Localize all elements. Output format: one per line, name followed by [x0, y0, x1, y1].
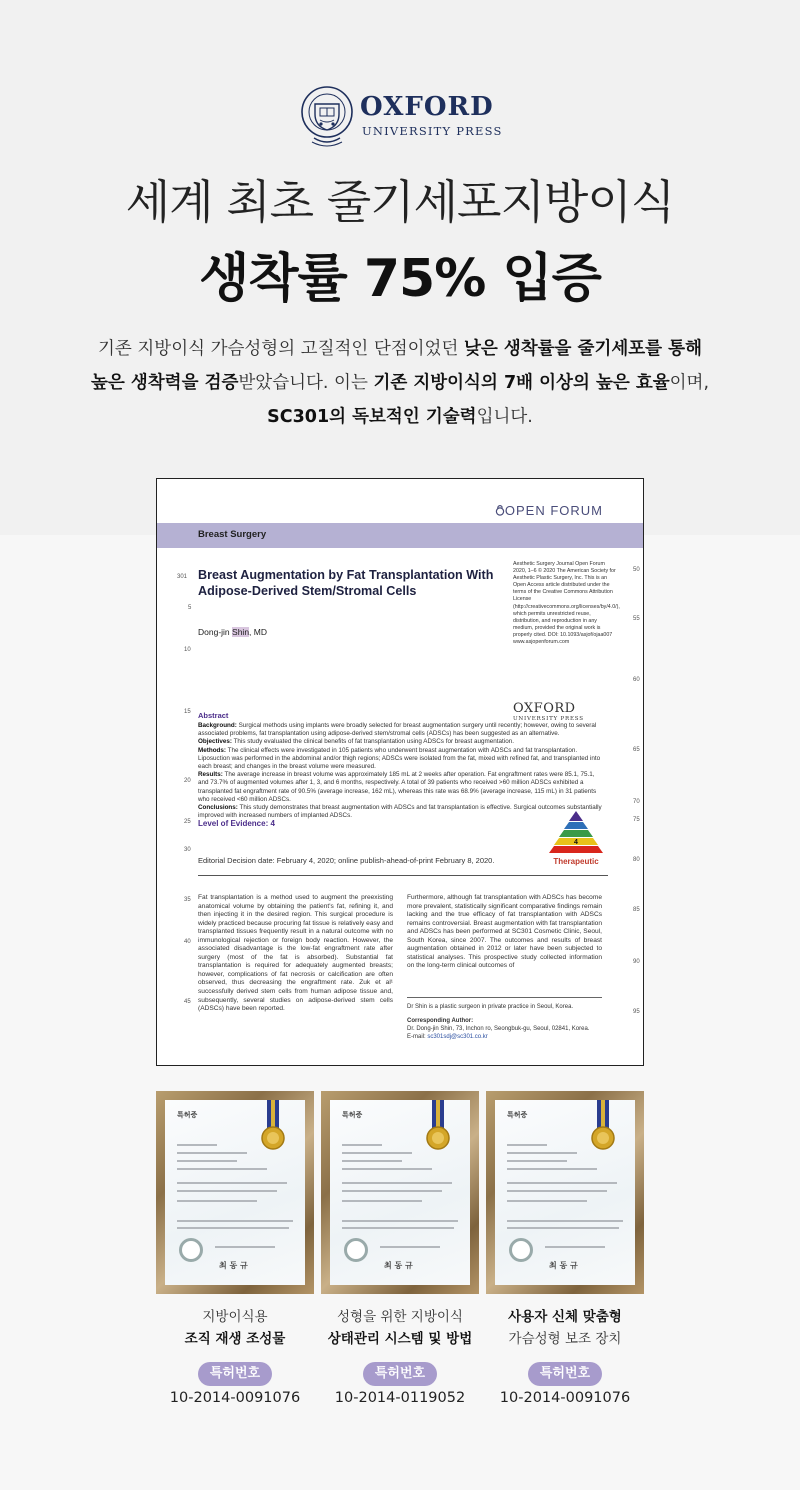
certificate-paper: [495, 1100, 635, 1285]
line-number: 50: [633, 567, 640, 573]
intro-emphasis: 기존 지방이식의 7배 이상의 높은 효율: [373, 373, 670, 393]
line-number: 10: [184, 647, 191, 653]
oxford-logo-name: OXFORD: [360, 92, 494, 122]
seal-stamp-icon: [179, 1238, 203, 1262]
section-label: Breast Surgery: [198, 529, 267, 540]
line-number: 65: [633, 747, 640, 753]
line-number: 75: [633, 817, 640, 823]
line-number: 5: [188, 605, 192, 611]
pyramid-number: 4: [574, 839, 578, 846]
abstract-section: [198, 738, 603, 746]
abstract-label: Objectives:: [198, 738, 232, 746]
oxford-logo: [300, 82, 510, 148]
line-number: 45: [184, 999, 191, 1005]
abstract-text: Surgical methods using implants were broadly selected for breast augmentation surgery until recently; however, owing to several associated problems, fat transplantation using adipose-derived stem/stromal cells (ADSCs) has been suggested as an alternative.: [198, 722, 597, 738]
label-line: 가슴성형 보조 장치: [508, 1331, 622, 1347]
certificate-signature: 최 동 규: [384, 1261, 413, 1270]
open-forum-logo: [495, 503, 603, 518]
line-number: 70: [633, 799, 640, 805]
line-number: 90: [633, 959, 640, 965]
email-link: sc301sdj@sc301.co.kr: [427, 1034, 488, 1040]
intro-text: 입니다.: [476, 407, 533, 427]
author-suffix: , MD: [249, 627, 267, 637]
intro-text: 이며,: [669, 373, 710, 393]
headline-line1: 세계 최초 줄기세포지방이식: [125, 175, 675, 229]
label-line: 지방이식용: [202, 1309, 268, 1325]
headline-line2: 생착률 75% 입증: [199, 249, 601, 309]
certificate-title: 특허증: [177, 1111, 198, 1119]
paper-title: Breast Augmentation by Fat Transplantation With Adipose-Derived Stem/Stromal Cells: [198, 568, 494, 598]
patent-number: 10-2014-0091076: [169, 1390, 301, 1406]
affiliation-text: Dr Shin is a plastic surgeon in private practice in Seoul, Korea.: [407, 1004, 574, 1010]
section-band: [157, 523, 643, 548]
label-line-bold: 상태관리 시스템 및 방법: [327, 1331, 473, 1347]
line-number: 20: [184, 778, 191, 784]
patent-certificate-2: [321, 1091, 479, 1294]
open-forum-text: OPEN FORUM: [504, 503, 603, 518]
certificate-signature: 최 동 규: [219, 1261, 248, 1270]
oxford-seal-icon: [300, 82, 354, 148]
author-highlight: Shin: [232, 627, 250, 637]
patent-number-badge: 특허번호: [198, 1362, 272, 1386]
seal-stamp-icon: [344, 1238, 368, 1262]
abstract-text: This study evaluated the clinical benefits of fat transplantation using ADSCs for breast augmentation.: [231, 738, 514, 746]
paper-author: [198, 627, 267, 637]
body-column-right: Furthermore, although fat transplantation with ADSCs has become more prevalent, statistically significant comparative findings remain lacking and the true efficacy of fat transplantation with ADSCs remains controversial. Breast augmentation with fat transplantation and ADSCs has been performed at SC301 Cosmetic Clinic, Seoul, South Korea, since 2007. The outcomes and results of breast augmentation obtained in 2012 or later have been subjected to statistical analyses. This prospective study collected information on the long-term clinical outcomes of: [407, 894, 602, 970]
email-label: E-mail:: [407, 1034, 428, 1040]
line-number: 30: [184, 847, 191, 853]
abstract-body: [198, 722, 603, 820]
certificate-title: 특허증: [507, 1111, 528, 1119]
intro-text: 받았습니다. 이는: [238, 373, 374, 393]
line-number: 35: [184, 897, 191, 903]
label-line-bold: 사용자 신체 맞춤형: [508, 1309, 622, 1325]
corresponding-email: [407, 1033, 602, 1041]
body-column-left: Fat transplantation is a method used to augment the preexisting anatomical volume by obtaining the patient's fat, refining it, and then injecting it in the desired region. This surgical procedure is widely practiced because procuring fat tissue is relatively easy and transplanted tissues frequently result in a natural outcome with no immunological rejection or foreign body reaction. However, the associated disadvantage is the low-fat engraftment rate after surgery (most of the fat is absorbed). Substantial fat transplantation is required for adequately augmented breasts; however, complications of fat necrosis or calcification are often observed, thus decreasing the engraftment rate. Zuk et al¹ successfully derived stem cells from human adipose tissue and, subsequently, several studies on adipose-derived stem cells (ADSCs) have been reported.: [198, 894, 393, 1013]
oxford-small-sub: UNIVERSITY PRESS: [513, 716, 584, 722]
intro-text: 기존 지방이식 가슴성형의 고질적인 단점이었던: [98, 339, 464, 359]
author-affiliation: [407, 997, 602, 1041]
level-of-evidence: Level of Evidence: 4: [198, 819, 275, 828]
intro-emphasis: 높은 생착력을 검증: [90, 373, 239, 393]
patent-number: 10-2014-0119052: [334, 1390, 466, 1406]
patent-number-badge: 특허번호: [528, 1362, 602, 1386]
journal-paper-image: [156, 478, 644, 1066]
evidence-pyramid-icon: [545, 809, 607, 867]
abstract-text: This study demonstrates that breast augmentation with ADSCs and fat transplantation is effective. Surgical outcomes substantially improved with increased numbers of implanted ADSCs.: [198, 804, 602, 820]
certificate-label-3: [465, 1306, 665, 1350]
patent-number: 10-2014-0091076: [499, 1390, 631, 1406]
line-number: 55: [633, 616, 640, 622]
corresponding-heading: Corresponding Author:: [407, 1018, 474, 1024]
line-number: 60: [633, 677, 640, 683]
label-line-bold: 조직 재생 조성물: [184, 1331, 286, 1347]
corresponding-address: Dr. Dong-jin Shin, 73, Inchon ro, Seongbuk-gu, Seoul, 02841, Korea.: [407, 1026, 590, 1032]
medal-icon: [424, 1100, 452, 1152]
oxford-small-logo: [513, 701, 617, 722]
oxford-logo-sub: UNIVERSITY PRESS: [362, 124, 503, 138]
abstract-text: The average increase in breast volume was approximately 185 mL at 2 weeks after operation. Fat engraftment rates were 85.1, 75.1, and 73.7% of augmented volumes after 1, 3, and 6 months, respectively. A total of 39 patients who received >60 million ADSCs exhibited a transplanted fat engraftment rate of 90.5% (average increase, 162 mL), whereas this rate was 68.9% (average increase, 115 mL) in 31 patients who received <60 million ADSCs.: [198, 771, 597, 803]
intro-emphasis: 의 독보적인 기술력: [329, 407, 477, 427]
line-number: 80: [633, 857, 640, 863]
patent-certificate-3: [486, 1091, 644, 1294]
intro-emphasis: 낮은 생착률을 줄기세포를 통해: [463, 339, 702, 359]
oxford-small-name: OXFORD: [513, 701, 576, 716]
abstract-label: Results:: [198, 771, 223, 779]
patent-number-badge: 특허번호: [363, 1362, 437, 1386]
line-number: 301: [177, 574, 188, 580]
line-number: 25: [184, 819, 191, 825]
certificate-title: 특허증: [342, 1111, 363, 1119]
intro-paragraph: [40, 332, 760, 434]
line-number: 95: [633, 1009, 640, 1015]
abstract-heading: Abstract: [198, 711, 229, 720]
author-first: Dong-jin: [198, 627, 233, 637]
lock-icon: [495, 505, 505, 516]
abstract-section: [198, 771, 603, 804]
editorial-date: Editorial Decision date: February 4, 2020; online publish-ahead-of-print February 8, 2020.: [198, 856, 495, 865]
journal-meta: Aesthetic Surgery Journal Open Forum 2020, 1–6 © 2020 The American Society for Aesthetic Plastic Surgery, Inc. This is an Open Access article distributed under the terms of the Creative Commons Attribution License (http://creativecommons.org/licenses/by/4.0/), which permits unrestricted reuse, distribution, and reproduction in any medium, provided the original work is properly cited. DOI: 10.1093/asjof/ojaa007 www.asjopenforum.com: [513, 561, 620, 646]
certificate-signature: 최 동 규: [549, 1261, 578, 1270]
line-number: 85: [633, 907, 640, 913]
abstract-label: Conclusions:: [198, 804, 238, 812]
abstract-text: The clinical effects were investigated in 105 patients who underwent breast augmentation with ADSCs and fat transplantation. Liposuction was performed in the abdominal and/or thigh regions; ADSCs were isolated from the fat, mixed with refined fat, and transplanted into each breast; and changes in the breast volume were measured.: [198, 746, 601, 771]
medal-icon: [589, 1100, 617, 1152]
abstract-section: [198, 804, 603, 820]
seal-stamp-icon: [509, 1238, 533, 1262]
intro-emphasis: SC301: [267, 407, 330, 427]
abstract-label: Methods:: [198, 746, 226, 754]
medal-icon: [259, 1100, 287, 1152]
certificate-paper: [330, 1100, 470, 1285]
patent-certificate-1: [156, 1091, 314, 1294]
line-number: 40: [184, 939, 191, 945]
pyramid-label: Therapeutic: [553, 857, 599, 866]
certificate-paper: [165, 1100, 305, 1285]
divider: [198, 875, 608, 876]
abstract-section: [198, 747, 603, 772]
abstract-section: [198, 722, 603, 738]
abstract-label: Background:: [198, 722, 237, 729]
label-line: 성형을 위한 지방이식: [337, 1309, 463, 1325]
line-number: 15: [184, 709, 191, 715]
